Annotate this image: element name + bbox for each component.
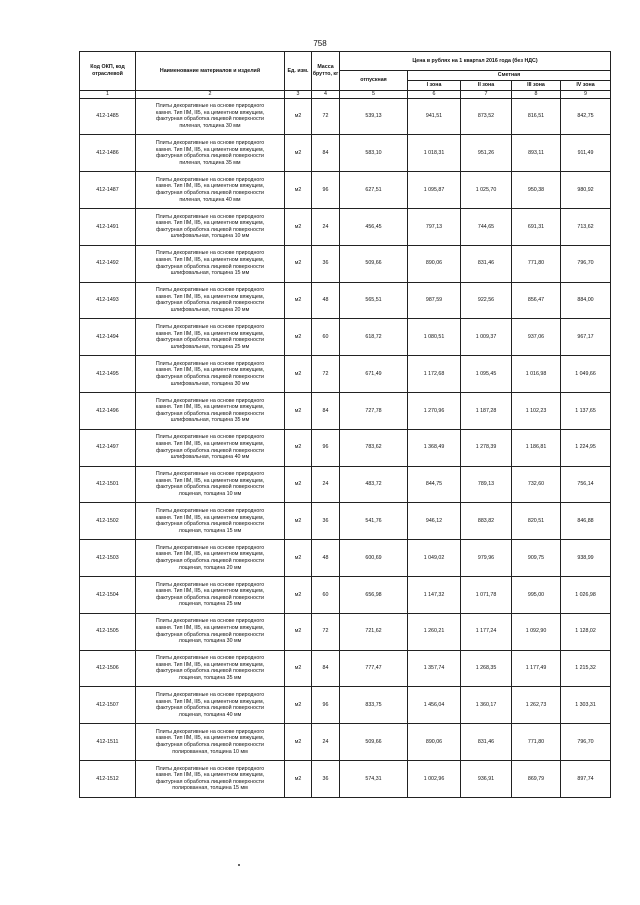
row-zone-2-price: 936,91 [461, 760, 512, 797]
row-release-price: 783,62 [340, 429, 408, 466]
table-row [80, 650, 611, 687]
row-name-line: камня. Тип IIМ, IIБ, на цементном вяжущем, [155, 661, 265, 668]
row-zone-1-price: 1 260,21 [408, 613, 461, 650]
row-zone-4-price: 796,70 [561, 245, 611, 282]
row-name [136, 392, 285, 429]
row-name-line: Плиты декоративные на основе природного [155, 581, 265, 588]
row-release-price: 721,62 [340, 613, 408, 650]
row-zone-2-price: 873,52 [461, 98, 512, 135]
row-mass: 24 [312, 466, 340, 503]
row-mass: 36 [312, 245, 340, 282]
row-name-line: камня. Тип IIМ, IIБ, на цементном вяжущем, [155, 220, 265, 227]
column-number: 3 [285, 91, 312, 99]
row-zone-1-price: 1 147,32 [408, 576, 461, 613]
row-code: 412-1512 [80, 760, 136, 797]
row-release-price: 627,51 [340, 172, 408, 209]
row-name [136, 576, 285, 613]
header-zone-4: IV зона [561, 81, 611, 91]
row-zone-1-price: 890,06 [408, 245, 461, 282]
row-zone-3-price: 816,51 [512, 98, 561, 135]
row-unit: м2 [285, 760, 312, 797]
row-mass: 72 [312, 613, 340, 650]
row-unit: м2 [285, 576, 312, 613]
row-name [136, 135, 285, 172]
row-zone-4-price: 756,14 [561, 466, 611, 503]
row-mass: 84 [312, 392, 340, 429]
row-name [136, 208, 285, 245]
row-zone-1-price: 1 080,51 [408, 319, 461, 356]
row-mass: 96 [312, 172, 340, 209]
row-zone-3-price: 771,80 [512, 245, 561, 282]
table-row [80, 576, 611, 613]
row-name-line: Плиты декоративные на основе природного [155, 397, 265, 404]
row-name-line: Плиты декоративные на основе природного [155, 765, 265, 772]
row-zone-1-price: 797,13 [408, 208, 461, 245]
row-name-line: Плиты декоративные на основе природного [155, 360, 265, 367]
row-name [136, 245, 285, 282]
row-zone-3-price: 771,80 [512, 724, 561, 761]
row-unit: м2 [285, 650, 312, 687]
row-zone-4-price: 1 049,66 [561, 356, 611, 393]
row-mass: 72 [312, 356, 340, 393]
row-unit: м2 [285, 503, 312, 540]
row-code: 412-1497 [80, 429, 136, 466]
row-zone-1-price: 987,59 [408, 282, 461, 319]
row-name-line: фактурная обработка лицевой поверхности [156, 226, 264, 233]
row-name-line: полированная, толщина 10 мм [172, 748, 248, 755]
column-number: 1 [80, 91, 136, 99]
row-name-line: фактурная обработка лицевой поверхности [156, 447, 264, 454]
header-mass: Масса брутто, кг [312, 52, 340, 91]
row-name-line: камня. Тип IIМ, IIБ, на цементном вяжущем, [155, 441, 265, 448]
row-zone-3-price: 995,00 [512, 576, 561, 613]
row-name-line: камня. Тип IIМ, IIБ, на цементном вяжущем, [155, 588, 265, 595]
row-name-line: камня. Тип IIМ, IIБ, на цементном вяжущем, [155, 367, 265, 374]
table-row [80, 724, 611, 761]
row-zone-4-price: 980,92 [561, 172, 611, 209]
column-number: 5 [340, 91, 408, 99]
row-zone-1-price: 1 049,02 [408, 540, 461, 577]
row-zone-2-price: 1 095,45 [461, 356, 512, 393]
row-code: 412-1493 [80, 282, 136, 319]
row-name-line: Плиты декоративные на основе природного [155, 544, 265, 551]
row-name-line: камня. Тип IIМ, IIБ, на цементном вяжущем, [155, 257, 265, 264]
row-zone-1-price: 1 357,74 [408, 650, 461, 687]
row-name-line: камня. Тип IIМ, IIБ, на цементном вяжущем, [155, 183, 265, 190]
table-row [80, 466, 611, 503]
table-row [80, 245, 611, 282]
row-zone-4-price: 846,88 [561, 503, 611, 540]
row-name [136, 540, 285, 577]
row-name [136, 650, 285, 687]
row-zone-3-price: 691,31 [512, 208, 561, 245]
row-zone-1-price: 1 018,31 [408, 135, 461, 172]
row-name-line: шлифовальная, толщина 25 мм [170, 343, 250, 350]
row-name-line: пиленая, толщина 35 мм [179, 159, 241, 166]
row-zone-2-price: 1 187,28 [461, 392, 512, 429]
row-release-price: 509,66 [340, 724, 408, 761]
row-name-line: лощеная, толщина 20 мм [178, 564, 242, 571]
header-zone-3: III зона [512, 81, 561, 91]
row-zone-3-price: 1 262,73 [512, 687, 561, 724]
row-name-line: фактурная обработка лицевой поверхности [156, 153, 264, 160]
row-name-line: Плиты декоративные на основе природного [155, 655, 265, 662]
row-release-price: 539,13 [340, 98, 408, 135]
row-zone-2-price: 883,82 [461, 503, 512, 540]
row-zone-2-price: 1 177,24 [461, 613, 512, 650]
row-name-line: лощеная, толщина 25 мм [178, 601, 242, 608]
row-zone-1-price: 946,12 [408, 503, 461, 540]
row-name-line: камня. Тип IIМ, IIБ, на цементном вяжущем, [155, 109, 265, 116]
row-name [136, 356, 285, 393]
row-zone-3-price: 1 102,23 [512, 392, 561, 429]
row-zone-2-price: 1 360,17 [461, 687, 512, 724]
column-number: 9 [561, 91, 611, 99]
row-name-line: полированная, толщина 15 мм [172, 785, 248, 792]
row-code: 412-1491 [80, 208, 136, 245]
row-code: 412-1495 [80, 356, 136, 393]
row-code: 412-1506 [80, 650, 136, 687]
row-unit: м2 [285, 172, 312, 209]
row-name-line: лощеная, толщина 15 мм [178, 527, 242, 534]
row-release-price: 583,10 [340, 135, 408, 172]
row-name-line: шлифовальная, толщина 20 мм [170, 307, 250, 314]
row-name-line: фактурная обработка лицевой поверхности [156, 337, 264, 344]
row-unit: м2 [285, 724, 312, 761]
row-release-price: 541,76 [340, 503, 408, 540]
row-zone-4-price: 1 137,65 [561, 392, 611, 429]
row-unit: м2 [285, 540, 312, 577]
row-name-line: камня. Тип IIМ, IIБ, на цементном вяжущем, [155, 146, 265, 153]
row-mass: 24 [312, 724, 340, 761]
row-name-line: фактурная обработка лицевой поверхности [156, 631, 264, 638]
row-zone-4-price: 911,49 [561, 135, 611, 172]
row-zone-1-price: 1 270,96 [408, 392, 461, 429]
column-number: 2 [136, 91, 285, 99]
row-zone-3-price: 820,51 [512, 503, 561, 540]
row-unit: м2 [285, 466, 312, 503]
row-code: 412-1507 [80, 687, 136, 724]
row-mass: 60 [312, 319, 340, 356]
row-release-price: 600,69 [340, 540, 408, 577]
row-name-line: Плиты декоративные на основе природного [155, 618, 265, 625]
column-number: 8 [512, 91, 561, 99]
row-release-price: 509,66 [340, 245, 408, 282]
row-code: 412-1492 [80, 245, 136, 282]
row-name-line: Плиты декоративные на основе природного [155, 287, 265, 294]
table-row [80, 98, 611, 135]
row-mass: 48 [312, 282, 340, 319]
row-name-line: шлифовальная, толщина 10 мм [170, 233, 250, 240]
row-zone-2-price: 744,65 [461, 208, 512, 245]
row-zone-2-price: 1 071,78 [461, 576, 512, 613]
row-name-line: Плиты декоративные на основе природного [155, 176, 265, 183]
row-name [136, 724, 285, 761]
row-name-line: камня. Тип IIМ, IIБ, на цементном вяжущем, [155, 625, 265, 632]
table-row [80, 172, 611, 209]
row-zone-1-price: 1 172,68 [408, 356, 461, 393]
row-zone-3-price: 856,47 [512, 282, 561, 319]
row-name-line: камня. Тип IIМ, IIБ, на цементном вяжущем, [155, 514, 265, 521]
column-number: 6 [408, 91, 461, 99]
row-zone-2-price: 951,26 [461, 135, 512, 172]
row-name-line: фактурная обработка лицевой поверхности [156, 742, 264, 749]
row-name-line: камня. Тип IIМ, IIБ, на цементном вяжущем, [155, 772, 265, 779]
row-name [136, 503, 285, 540]
row-code: 412-1494 [80, 319, 136, 356]
table-row [80, 356, 611, 393]
row-name-line: Плиты декоративные на основе природного [155, 140, 265, 147]
row-name-line: камня. Тип IIМ, IIБ, на цементном вяжущем, [155, 293, 265, 300]
row-name-line: пиленая, толщина 40 мм [179, 196, 241, 203]
row-name-line: фактурная обработка лицевой поверхности [156, 484, 264, 491]
table-row [80, 503, 611, 540]
row-name-line: Плиты декоративные на основе природного [155, 213, 265, 220]
page-number: 758 [313, 39, 327, 48]
row-name [136, 687, 285, 724]
row-unit: м2 [285, 98, 312, 135]
row-name-line: Плиты декоративные на основе природного [155, 692, 265, 699]
row-unit: м2 [285, 135, 312, 172]
row-code: 412-1504 [80, 576, 136, 613]
row-zone-1-price: 890,06 [408, 724, 461, 761]
header-code: Код ОКП, код отраслевой [80, 52, 136, 91]
row-code: 412-1503 [80, 540, 136, 577]
row-zone-4-price: 842,75 [561, 98, 611, 135]
row-name-line: фактурная обработка лицевой поверхности [156, 668, 264, 675]
row-zone-2-price: 1 278,39 [461, 429, 512, 466]
row-zone-4-price: 967,17 [561, 319, 611, 356]
table-row [80, 208, 611, 245]
row-zone-4-price: 1 026,98 [561, 576, 611, 613]
row-code: 412-1486 [80, 135, 136, 172]
table-row [80, 135, 611, 172]
row-release-price: 618,72 [340, 319, 408, 356]
row-name-line: Плиты декоративные на основе природного [155, 471, 265, 478]
header-name: Наименование материалов и изделий [136, 52, 285, 91]
row-zone-1-price: 1 095,87 [408, 172, 461, 209]
row-name-line: камня. Тип IIМ, IIБ, на цементном вяжущем, [155, 330, 265, 337]
row-name-line: фактурная обработка лицевой поверхности [156, 705, 264, 712]
row-name-line: фактурная обработка лицевой поверхности [156, 558, 264, 565]
row-name-line: камня. Тип IIМ, IIБ, на цементном вяжущем, [155, 404, 265, 411]
column-number-row [80, 91, 611, 99]
row-name [136, 172, 285, 209]
row-name-line: шлифовальная, толщина 40 мм [170, 454, 250, 461]
row-code: 412-1501 [80, 466, 136, 503]
row-release-price: 656,98 [340, 576, 408, 613]
table-row [80, 392, 611, 429]
row-name [136, 98, 285, 135]
row-name-line: шлифовальная, толщина 15 мм [170, 270, 250, 277]
row-mass: 84 [312, 650, 340, 687]
row-mass: 60 [312, 576, 340, 613]
row-name [136, 466, 285, 503]
row-mass: 36 [312, 760, 340, 797]
row-zone-4-price: 1 224,95 [561, 429, 611, 466]
row-release-price: 727,78 [340, 392, 408, 429]
row-zone-1-price: 1 002,96 [408, 760, 461, 797]
row-unit: м2 [285, 687, 312, 724]
row-zone-1-price: 1 368,49 [408, 429, 461, 466]
row-zone-3-price: 1 016,98 [512, 356, 561, 393]
row-zone-1-price: 941,51 [408, 98, 461, 135]
row-name [136, 429, 285, 466]
row-zone-4-price: 713,62 [561, 208, 611, 245]
row-unit: м2 [285, 282, 312, 319]
row-name-line: лощеная, толщина 30 мм [178, 638, 242, 645]
row-release-price: 833,75 [340, 687, 408, 724]
row-release-price: 456,45 [340, 208, 408, 245]
row-zone-3-price: 1 186,81 [512, 429, 561, 466]
row-zone-3-price: 950,38 [512, 172, 561, 209]
row-mass: 48 [312, 540, 340, 577]
row-zone-2-price: 1 025,70 [461, 172, 512, 209]
row-zone-4-price: 1 128,02 [561, 613, 611, 650]
row-zone-2-price: 1 009,37 [461, 319, 512, 356]
row-name-line: лощеная, толщина 40 мм [178, 711, 242, 718]
header-price-group: Цена в рублях на 1 квартал 2016 года (без НДС) [340, 52, 611, 71]
row-name-line: Плиты декоративные на основе природного [155, 434, 265, 441]
table-row [80, 540, 611, 577]
row-code: 412-1502 [80, 503, 136, 540]
row-unit: м2 [285, 319, 312, 356]
row-name [136, 613, 285, 650]
row-unit: м2 [285, 245, 312, 282]
column-number: 7 [461, 91, 512, 99]
scan-dot [238, 864, 240, 866]
row-name-line: фактурная обработка лицевой поверхности [156, 594, 264, 601]
row-release-price: 671,49 [340, 356, 408, 393]
row-name-line: лощеная, толщина 10 мм [178, 491, 242, 498]
row-zone-2-price: 831,46 [461, 724, 512, 761]
header-zone-2: II зона [461, 81, 512, 91]
table-row [80, 319, 611, 356]
row-zone-2-price: 922,56 [461, 282, 512, 319]
header-estimate: Сметная [408, 71, 611, 81]
row-name-line: камня. Тип IIМ, IIБ, на цементном вяжущем, [155, 477, 265, 484]
row-zone-3-price: 1 177,49 [512, 650, 561, 687]
row-zone-1-price: 844,75 [408, 466, 461, 503]
column-number: 4 [312, 91, 340, 99]
row-name-line: Плиты декоративные на основе природного [155, 250, 265, 257]
header-zone-1: I зона [408, 81, 461, 91]
row-name-line: фактурная обработка лицевой поверхности [156, 300, 264, 307]
row-name-line: Плиты декоративные на основе природного [155, 324, 265, 331]
row-name-line: фактурная обработка лицевой поверхности [156, 410, 264, 417]
row-zone-4-price: 1 303,31 [561, 687, 611, 724]
row-name-line: шлифовальная, толщина 35 мм [170, 417, 250, 424]
row-name-line: лощеная, толщина 35 мм [178, 675, 242, 682]
row-name-line: фактурная обработка лицевой поверхности [156, 190, 264, 197]
row-zone-4-price: 897,74 [561, 760, 611, 797]
row-name [136, 319, 285, 356]
row-zone-3-price: 909,75 [512, 540, 561, 577]
row-unit: м2 [285, 429, 312, 466]
row-zone-3-price: 937,06 [512, 319, 561, 356]
row-zone-2-price: 1 268,35 [461, 650, 512, 687]
row-name-line: Плиты декоративные на основе природного [155, 508, 265, 515]
row-name [136, 760, 285, 797]
row-mass: 24 [312, 208, 340, 245]
row-mass: 72 [312, 98, 340, 135]
row-name-line: фактурная обработка лицевой поверхности [156, 263, 264, 270]
row-zone-4-price: 938,99 [561, 540, 611, 577]
row-zone-2-price: 979,96 [461, 540, 512, 577]
table-row [80, 429, 611, 466]
row-zone-3-price: 869,79 [512, 760, 561, 797]
row-mass: 96 [312, 429, 340, 466]
table-row [80, 687, 611, 724]
row-release-price: 574,31 [340, 760, 408, 797]
row-mass: 84 [312, 135, 340, 172]
row-zone-3-price: 1 092,90 [512, 613, 561, 650]
table-row [80, 282, 611, 319]
row-name-line: камня. Тип IIМ, IIБ, на цементном вяжущем, [155, 551, 265, 558]
row-code: 412-1505 [80, 613, 136, 650]
row-unit: м2 [285, 356, 312, 393]
row-zone-4-price: 796,70 [561, 724, 611, 761]
header-release: отпускная [340, 71, 408, 91]
row-name-line: Плиты декоративные на основе природного [155, 103, 265, 110]
row-zone-3-price: 893,11 [512, 135, 561, 172]
row-name-line: камня. Тип IIМ, IIБ, на цементном вяжущем, [155, 735, 265, 742]
row-zone-2-price: 831,46 [461, 245, 512, 282]
row-name-line: фактурная обработка лицевой поверхности [156, 374, 264, 381]
table-row [80, 613, 611, 650]
row-zone-3-price: 732,60 [512, 466, 561, 503]
row-mass: 36 [312, 503, 340, 540]
row-zone-4-price: 1 215,32 [561, 650, 611, 687]
row-release-price: 777,47 [340, 650, 408, 687]
row-zone-1-price: 1 456,04 [408, 687, 461, 724]
row-unit: м2 [285, 208, 312, 245]
row-name-line: фактурная обработка лицевой поверхности [156, 521, 264, 528]
row-code: 412-1485 [80, 98, 136, 135]
row-name-line: фактурная обработка лицевой поверхности [156, 116, 264, 123]
row-name-line: Плиты декоративные на основе природного [155, 728, 265, 735]
row-mass: 96 [312, 687, 340, 724]
row-name [136, 282, 285, 319]
row-code: 412-1511 [80, 724, 136, 761]
row-name-line: фактурная обработка лицевой поверхности [156, 778, 264, 785]
header-unit: Ед. изм. [285, 52, 312, 91]
row-release-price: 483,72 [340, 466, 408, 503]
row-code: 412-1487 [80, 172, 136, 209]
price-table [79, 51, 611, 798]
table-row [80, 760, 611, 797]
row-name-line: шлифовальная, толщина 30 мм [170, 380, 250, 387]
row-zone-4-price: 884,00 [561, 282, 611, 319]
row-name-line: камня. Тип IIМ, IIБ, на цементном вяжущем, [155, 698, 265, 705]
row-release-price: 565,51 [340, 282, 408, 319]
row-unit: м2 [285, 392, 312, 429]
row-unit: м2 [285, 613, 312, 650]
row-name-line: пиленая, толщина 30 мм [179, 123, 241, 130]
row-code: 412-1496 [80, 392, 136, 429]
row-zone-2-price: 789,13 [461, 466, 512, 503]
